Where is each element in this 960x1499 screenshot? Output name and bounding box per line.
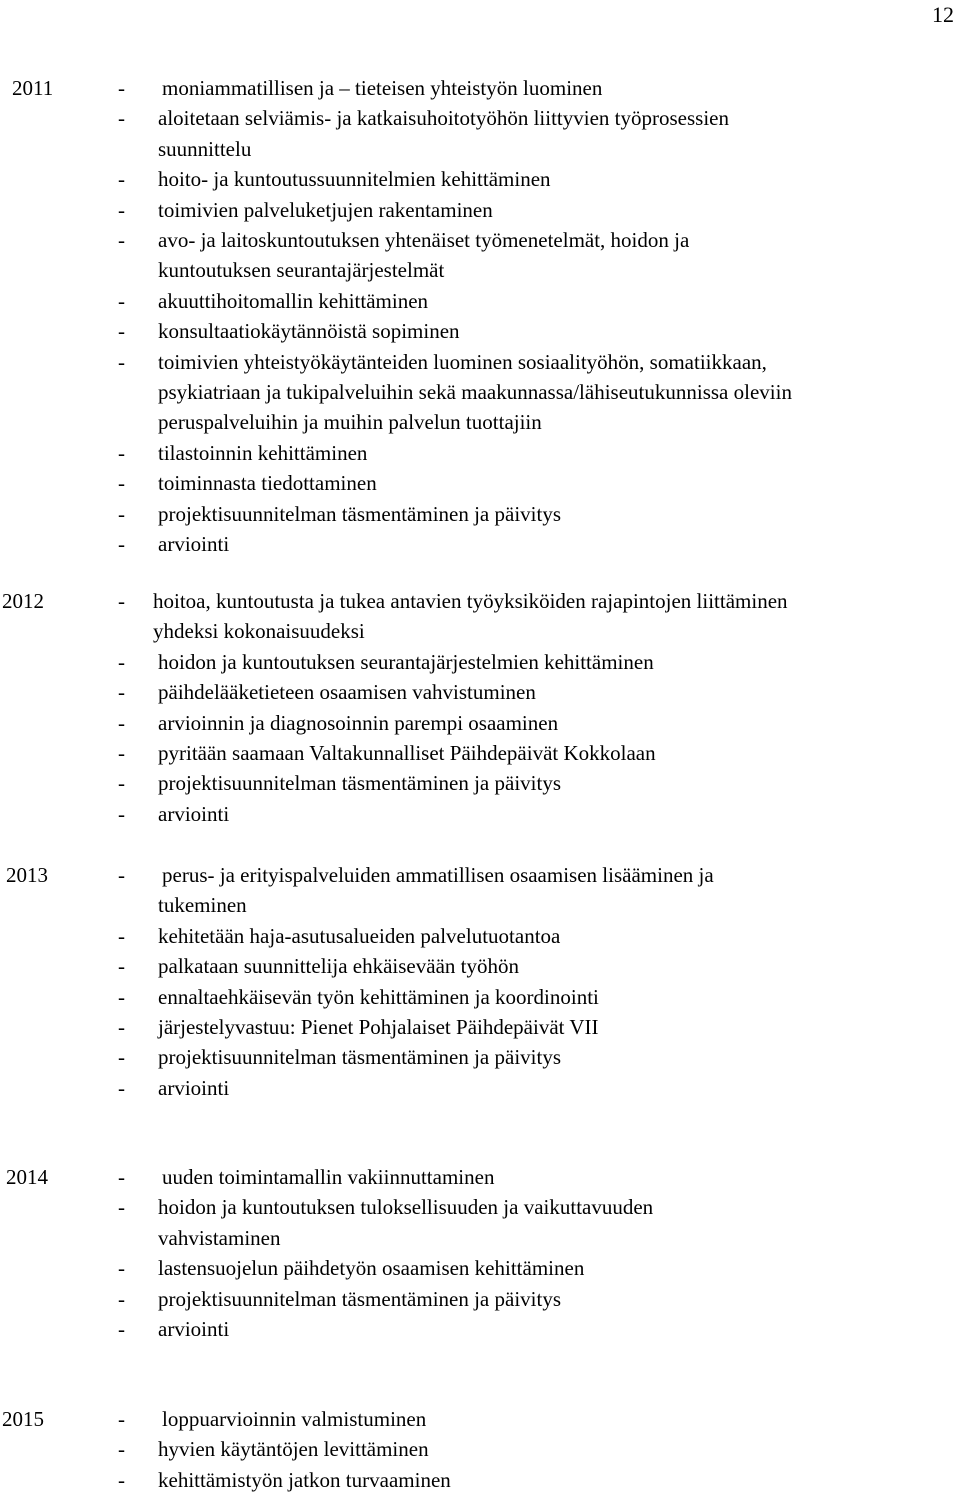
- item-text: pyritään saamaan Valtakunnalliset Päihdepäivät Kokkolaan: [158, 741, 656, 765]
- bullet-dash: -: [118, 106, 125, 131]
- list-item: [0, 228, 960, 289]
- bullet-dash: -: [118, 771, 125, 796]
- item-text: ennaltaehkäisevän työn kehittäminen ja koordinointi: [158, 984, 599, 1009]
- list-item: [0, 1468, 960, 1498]
- list-item: [0, 350, 960, 441]
- item-text: hoidon ja kuntoutuksen seurantajärjestelmien kehittäminen: [158, 649, 654, 674]
- year-label: 2013: [6, 863, 48, 887]
- bullet-dash: -: [118, 1256, 125, 1281]
- item-text: projektisuunnitelman täsmentäminen ja päivitys: [158, 1045, 561, 1070]
- list-item: [0, 711, 960, 741]
- item-text: toimivien yhteistyökäytänteiden luominen sosiaalityöhön, somatiikkaan,: [158, 349, 767, 374]
- item-text: päihdelääketieteen osaamisen vahvistuminen: [158, 680, 536, 705]
- list-item: [0, 441, 960, 471]
- list-item: [0, 1437, 960, 1467]
- bullet-dash: -: [118, 801, 125, 826]
- bullet-dash: -: [118, 228, 125, 252]
- item-text: tilastoinnin kehittäminen: [158, 440, 368, 465]
- list-item: [0, 802, 960, 832]
- item-text: peruspalveluihin ja muihin palvelun tuottajiin: [158, 410, 542, 435]
- bullet-dash: -: [118, 1075, 125, 1100]
- bullet-dash: -: [118, 1045, 125, 1070]
- item-text: projektisuunnitelman täsmentäminen ja päivitys: [158, 501, 561, 526]
- bullet-dash: -: [118, 1467, 125, 1492]
- list-item: [0, 863, 960, 924]
- list-item: [0, 502, 960, 532]
- list-item: [0, 741, 960, 771]
- list-item: [0, 680, 960, 710]
- item-text: kuntoutuksen seurantajärjestelmät: [158, 258, 445, 283]
- item-text: hoidon ja kuntoutuksen tuloksellisuuden ja vaikuttavuuden: [158, 1195, 654, 1220]
- list-item: [0, 1317, 960, 1347]
- list-item: [0, 289, 960, 319]
- item-text: vahvistaminen: [158, 1225, 281, 1250]
- list-item: [0, 1165, 960, 1195]
- list-item: [0, 1045, 960, 1075]
- bullet-dash: -: [118, 76, 125, 100]
- list-item: [0, 650, 960, 680]
- list-item: [0, 167, 960, 197]
- list-item: [0, 954, 960, 984]
- list-item: [0, 924, 960, 954]
- item-text: psykiatriaan ja tukipalveluihin sekä maakunnassa/lähiseutukunnissa oleviin: [158, 379, 792, 404]
- item-text: palkataan suunnittelija ehkäisevään työhön: [158, 954, 519, 979]
- item-text: toimivien palveluketjujen rakentaminen: [158, 197, 493, 222]
- bullet-dash: -: [118, 349, 125, 374]
- bullet-dash: -: [118, 197, 125, 222]
- item-text: arviointi: [158, 1075, 230, 1100]
- bullet-dash: -: [118, 1437, 125, 1462]
- list-item: [0, 319, 960, 349]
- year-label: 2014: [6, 1165, 48, 1189]
- item-text: järjestelyvastuu: Pienet Pohjalaiset Päihdepäivät VII: [158, 1015, 599, 1039]
- list-item: [0, 985, 960, 1015]
- item-text: arviointi: [158, 801, 230, 826]
- bullet-dash: -: [118, 863, 125, 887]
- bullet-dash: -: [118, 1317, 125, 1341]
- item-text: yhdeksi kokonaisuudeksi: [153, 619, 365, 644]
- item-text: arvioinnin ja diagnosoinnin parempi osaaminen: [158, 710, 559, 735]
- item-text: suunnittelu: [158, 136, 252, 161]
- bullet-dash: -: [118, 1286, 125, 1311]
- bullet-dash: -: [118, 984, 125, 1009]
- bullet-dash: -: [118, 710, 125, 735]
- year-label: 2015: [2, 1407, 44, 1431]
- bullet-dash: -: [118, 1195, 125, 1220]
- list-item: [0, 532, 960, 562]
- item-text: projektisuunnitelman täsmentäminen ja päivitys: [158, 771, 561, 796]
- bullet-dash: -: [118, 954, 125, 979]
- item-text: perus- ja erityispalveluiden ammatillisen osaamisen lisääminen ja: [162, 863, 714, 887]
- item-text: uuden toimintamallin vakiinnuttaminen: [162, 1165, 495, 1189]
- bullet-dash: -: [118, 532, 125, 556]
- list-item: [0, 471, 960, 501]
- bullet-dash: -: [118, 288, 125, 313]
- item-text: moniammatillisen ja – tieteisen yhteistyön luominen: [162, 76, 603, 100]
- item-text: arviointi: [158, 1317, 230, 1341]
- bullet-dash: -: [118, 923, 125, 948]
- bullet-dash: -: [118, 1165, 125, 1189]
- item-text: loppuarvioinnin valmistuminen: [162, 1407, 427, 1431]
- list-item: [0, 1015, 960, 1045]
- list-item: [0, 1195, 960, 1256]
- item-text: avo- ja laitoskuntoutuksen yhtenäiset työmenetelmät, hoidon ja: [158, 228, 690, 252]
- year-label: 2011: [12, 76, 54, 100]
- list-item: [0, 771, 960, 801]
- item-text: arviointi: [158, 532, 230, 556]
- bullet-dash: -: [118, 319, 125, 344]
- bullet-dash: -: [118, 440, 125, 465]
- list-item: [0, 106, 960, 167]
- item-text: toiminnasta tiedottaminen: [158, 471, 377, 496]
- bullet-dash: -: [118, 589, 125, 613]
- page-number: 12: [932, 2, 954, 27]
- item-text: lastensuojelun päihdetyön osaamisen kehittäminen: [158, 1256, 585, 1281]
- bullet-dash: -: [118, 680, 125, 705]
- item-text: konsultaatiokäytännöistä sopiminen: [158, 319, 460, 344]
- list-item: [0, 1076, 960, 1106]
- bullet-dash: -: [118, 471, 125, 496]
- list-item: [0, 198, 960, 228]
- bullet-dash: -: [118, 1407, 125, 1431]
- list-item: [0, 76, 960, 106]
- item-text: kehitetään haja-asutusalueiden palvelutuotantoa: [158, 923, 561, 948]
- item-text: kehittämistyön jatkon turvaaminen: [158, 1467, 451, 1492]
- item-text: hoito- ja kuntoutussuunnitelmien kehittäminen: [158, 167, 551, 192]
- bullet-dash: -: [118, 1015, 125, 1039]
- bullet-dash: -: [118, 649, 125, 674]
- list-item: [0, 1287, 960, 1317]
- item-text: hoitoa, kuntoutusta ja tukea antavien työyksiköiden rajapintojen liittäminen: [153, 589, 788, 613]
- item-text: tukeminen: [158, 893, 247, 918]
- year-label: 2012: [2, 589, 44, 613]
- bullet-dash: -: [118, 501, 125, 526]
- bullet-dash: -: [118, 741, 125, 765]
- item-text: aloitetaan selviämis- ja katkaisuhoitotyöhön liittyvien työprosessien: [158, 106, 729, 131]
- list-item: [0, 1407, 960, 1437]
- list-item: [0, 1256, 960, 1286]
- item-text: hyvien käytäntöjen levittäminen: [158, 1437, 429, 1462]
- list-item: [0, 589, 960, 650]
- item-text: projektisuunnitelman täsmentäminen ja päivitys: [158, 1286, 561, 1311]
- bullet-dash: -: [118, 167, 125, 192]
- item-text: akuuttihoitomallin kehittäminen: [158, 288, 429, 313]
